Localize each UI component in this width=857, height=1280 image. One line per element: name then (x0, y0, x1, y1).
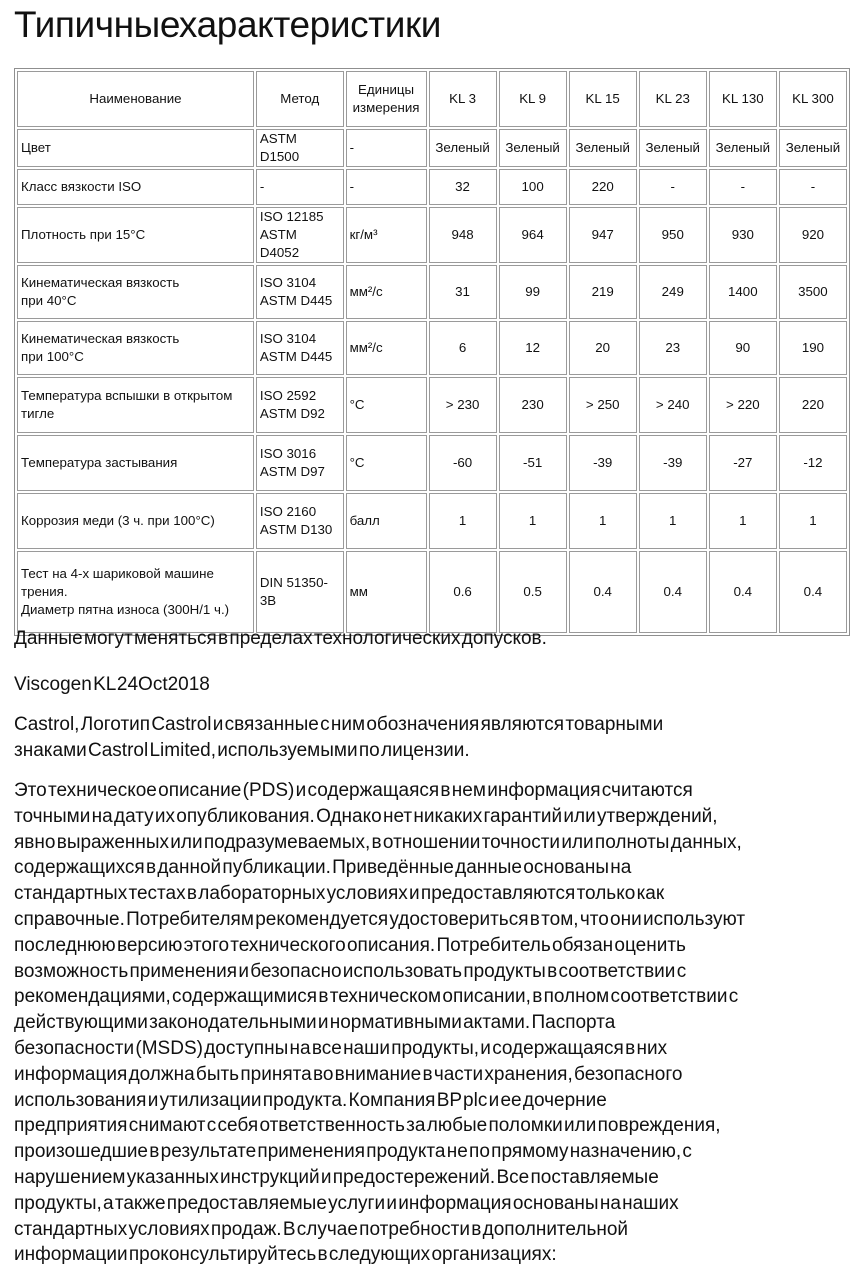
method-cell: ISO 3016 ASTM D97 (256, 435, 344, 491)
header-product: KL 23 (639, 71, 707, 127)
value-cell: - (709, 169, 777, 205)
unit-cell: кг/м³ (346, 207, 427, 263)
value-cell: 90 (709, 321, 777, 375)
value-cell: - (779, 169, 847, 205)
value-cell: 20 (569, 321, 637, 375)
value-cell: 930 (709, 207, 777, 263)
value-cell: 1 (779, 493, 847, 549)
tolerance-note: Данные могут меняться в пределах технологических допусков. (14, 628, 547, 649)
value-cell: 220 (779, 377, 847, 433)
method-cell: ASTM D1500 (256, 129, 344, 167)
table-row (17, 321, 847, 375)
disclaimer-text (14, 778, 857, 1268)
disclaimer-line: Это техническое описание (PDS) и содержащаяся в нем информация считаются (14, 780, 693, 801)
header-product: KL 3 (429, 71, 497, 127)
header-name: Наименование (17, 71, 254, 127)
value-cell: 964 (499, 207, 567, 263)
value-cell: -39 (639, 435, 707, 491)
disclaimer-line: произошедшие в результате применения продукта не по прямому назначению, с (14, 1141, 692, 1163)
value-cell: Зеленый (429, 129, 497, 167)
value-cell: - (639, 169, 707, 205)
trademark-notice: Castrol, Логотип Castrol и связанные с ним обозначения являются товарными знаками Castrol Limited, используемыми по лицензии. (14, 714, 664, 761)
value-cell: 1 (429, 493, 497, 549)
value-cell: Зеленый (639, 129, 707, 167)
value-cell: 0.4 (569, 551, 637, 633)
disclaimer-line: использования и утилизации продукта. Компания BP plc и ее дочерние (14, 1089, 607, 1111)
value-cell: -39 (569, 435, 637, 491)
disclaimer-line: явно выраженных или подразумеваемых, в отношении точности или полноты данных, (14, 831, 742, 853)
header-product: KL 300 (779, 71, 847, 127)
value-cell: -27 (709, 435, 777, 491)
header-method: Метод (256, 71, 344, 127)
value-cell: 920 (779, 207, 847, 263)
value-cell: 100 (499, 169, 567, 205)
param-name-cell: Температура застывания (17, 435, 254, 491)
header-product: KL 9 (499, 71, 567, 127)
disclaimer-line: содержащихся в данной публикации. Приведённые данные основаны на (14, 857, 632, 879)
table-row (17, 551, 847, 633)
method-cell: - (256, 169, 344, 205)
method-cell: ISO 12185 ASTM D4052 (256, 207, 344, 263)
table-row (17, 129, 847, 167)
value-cell: -60 (429, 435, 497, 491)
value-cell: 23 (639, 321, 707, 375)
method-cell: ISO 3104 ASTM D445 (256, 321, 344, 375)
value-cell: 947 (569, 207, 637, 263)
unit-cell: мм²/с (346, 321, 427, 375)
value-cell: 1 (639, 493, 707, 549)
value-cell: Зеленый (779, 129, 847, 167)
value-cell: 0.4 (639, 551, 707, 633)
value-cell: 230 (499, 377, 567, 433)
value-cell: 99 (499, 265, 567, 319)
disclaimer-line: нарушением указанных инструкций и предостережений. Все поставляемые (14, 1166, 659, 1188)
value-cell: Зеленый (569, 129, 637, 167)
method-cell: DIN 51350- 3B (256, 551, 344, 633)
disclaimer-line: стандартных тестах в лабораторных условиях и предоставляются только как (14, 883, 665, 905)
value-cell: -12 (779, 435, 847, 491)
disclaimer-line: точными на дату их опубликования. Однако нет никаких гарантий или утверждений, (14, 805, 718, 827)
unit-cell: - (346, 169, 427, 205)
value-cell: 32 (429, 169, 497, 205)
unit-cell: мм²/с (346, 265, 427, 319)
value-cell: Зеленый (499, 129, 567, 167)
value-cell: 12 (499, 321, 567, 375)
disclaimer-line: предприятия снимают с себя ответственность за любые поломки или повреждения, (14, 1115, 721, 1137)
characteristics-table (14, 68, 850, 636)
value-cell: 219 (569, 265, 637, 319)
value-cell: 31 (429, 265, 497, 319)
disclaimer-line: безопасности (MSDS) доступны на все наши продукты, и содержащаяся в них (14, 1037, 668, 1059)
value-cell: > 250 (569, 377, 637, 433)
param-name-cell: Коррозия меди (3 ч. при 100°С) (17, 493, 254, 549)
disclaimer-line: возможность применения и безопасно использовать продукты в соответствии с (14, 960, 687, 982)
value-cell: 249 (639, 265, 707, 319)
param-name-cell: Класс вязкости ISO (17, 169, 254, 205)
value-cell: 950 (639, 207, 707, 263)
table-row (17, 377, 847, 433)
value-cell: > 240 (639, 377, 707, 433)
header-product: KL 130 (709, 71, 777, 127)
param-name-cell: Цвет (17, 129, 254, 167)
page-title: Типичные характеристики (14, 4, 442, 45)
unit-cell: - (346, 129, 427, 167)
value-cell: 1 (709, 493, 777, 549)
document-id: Viscogen KL 24Oct2018 (14, 674, 210, 695)
value-cell: 6 (429, 321, 497, 375)
unit-cell: °С (346, 377, 427, 433)
value-cell: 3500 (779, 265, 847, 319)
disclaimer-line: справочные. Потребителям рекомендуется удостовериться в том, что они используют (14, 908, 746, 930)
value-cell: 0.5 (499, 551, 567, 633)
table-row (17, 207, 847, 263)
method-cell: ISO 2160 ASTM D130 (256, 493, 344, 549)
param-name-cell: Кинематическая вязкость при 40°С (17, 265, 254, 319)
disclaimer-line: информации проконсультируйтесь в следующих организациях: (14, 1244, 557, 1266)
value-cell: -51 (499, 435, 567, 491)
value-cell: > 230 (429, 377, 497, 433)
table-row (17, 435, 847, 491)
value-cell: 948 (429, 207, 497, 263)
disclaimer-line: последнюю версию этого технического описания. Потребитель обязан оценить (14, 934, 686, 956)
value-cell: 0.4 (779, 551, 847, 633)
unit-cell: балл (346, 493, 427, 549)
table-row (17, 169, 847, 205)
value-cell: 1 (499, 493, 567, 549)
value-cell: 0.4 (709, 551, 777, 633)
method-cell: ISO 3104 ASTM D445 (256, 265, 344, 319)
disclaimer-line: рекомендациями, содержащимися в техническом описании, в полном соответствии с (14, 986, 739, 1008)
table-row (17, 493, 847, 549)
value-cell: 190 (779, 321, 847, 375)
unit-cell: °С (346, 435, 427, 491)
table-row (17, 265, 847, 319)
table-header-row (17, 71, 847, 127)
param-name-cell: Температура вспышки в открытом тигле (17, 377, 254, 433)
value-cell: Зеленый (709, 129, 777, 167)
param-name-cell: Тест на 4-х шариковой машине трения. Диаметр пятна износа (300Н/1 ч.) (17, 551, 254, 633)
value-cell: 220 (569, 169, 637, 205)
value-cell: 0.6 (429, 551, 497, 633)
unit-cell: мм (346, 551, 427, 633)
disclaimer-line: стандартных условиях продаж. В случае потребности в дополнительной (14, 1218, 629, 1240)
param-name-cell: Кинематическая вязкость при 100°С (17, 321, 254, 375)
header-product: KL 15 (569, 71, 637, 127)
param-name-cell: Плотность при 15°C (17, 207, 254, 263)
header-units: Единицы измерения (346, 71, 427, 127)
disclaimer-line: информация должна быть принята во внимание в части хранения, безопасного (14, 1063, 683, 1085)
value-cell: > 220 (709, 377, 777, 433)
disclaimer-line: действующими законодательными и нормативными актами. Паспорта (14, 1012, 616, 1034)
disclaimer-line: продукты, а также предоставляемые услуги и информация основаны на наших (14, 1192, 679, 1214)
method-cell: ISO 2592 ASTM D92 (256, 377, 344, 433)
value-cell: 1400 (709, 265, 777, 319)
value-cell: 1 (569, 493, 637, 549)
